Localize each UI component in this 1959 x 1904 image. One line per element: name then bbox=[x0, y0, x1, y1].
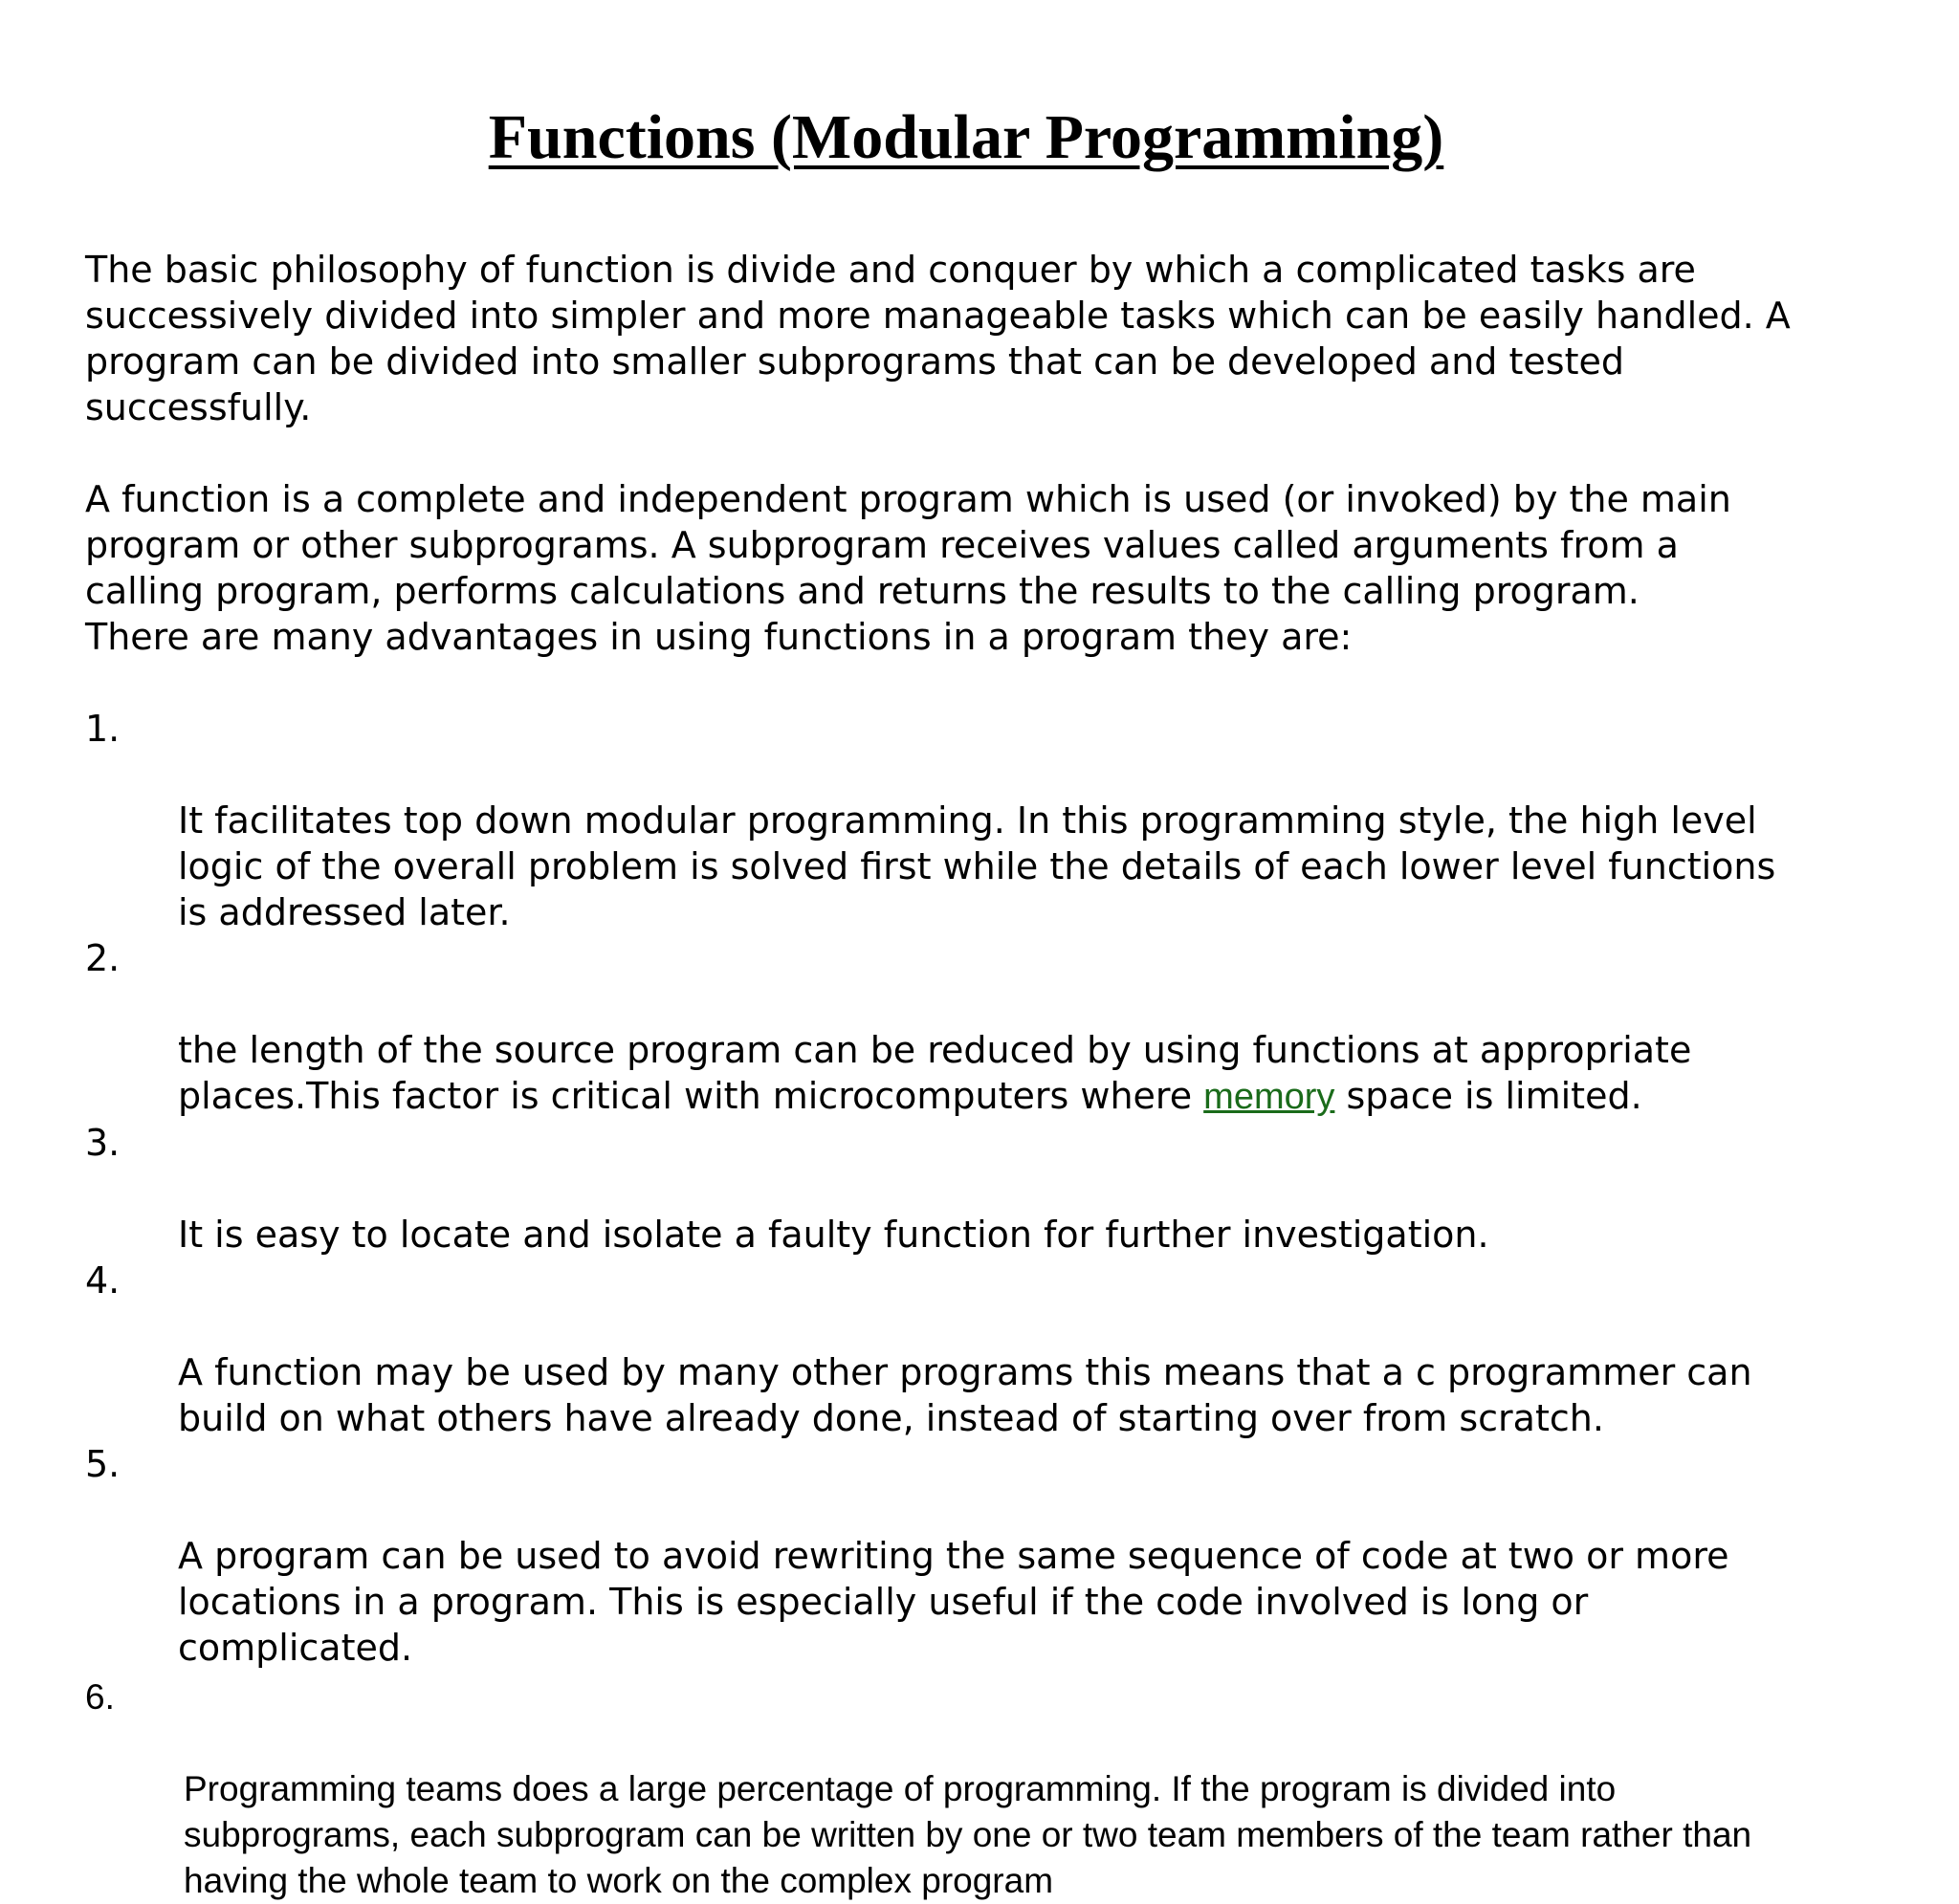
list-item-text: It is easy to locate and isolate a faulty function for further investigation. bbox=[178, 1214, 1489, 1256]
intro-paragraph: The basic philosophy of function is divide and conquer by which a complicated tasks are successively divided into simpler and more manageable tasks which can be easily handled. A program can be divided into smaller subprograms that can be developed and tested successfully. bbox=[85, 249, 1791, 428]
list-item-text: It facilitates top down modular programming. In this programming style, the high level logic of the overall problem is solved first while the details of each lower level functions is addressed later. bbox=[178, 799, 1776, 933]
list-item-text: the length of the source program can be reduced by using functions at appropriate places.This factor is critical with microcomputers where bbox=[178, 1029, 1692, 1117]
list-number: 1. bbox=[85, 708, 121, 750]
definition-paragraph: A function is a complete and independent program which is used (or invoked) by the main program or other subprograms. A subprogram receives values called arguments from a calling program, performs calculations and returns the results to the calling program. There are many advantages in using functions in a program they are: bbox=[85, 478, 1731, 658]
list-item-text: Programming teams does a large percentage of programming. If the program is divided into subprograms, each subprogram can be written by one or two team members of the team rather than having the whole team to work on the complex program bbox=[184, 1769, 1752, 1900]
advantages-list bbox=[85, 706, 1922, 1904]
list-item bbox=[85, 1441, 1922, 1671]
list-number: 4. bbox=[85, 1259, 121, 1302]
list-item bbox=[85, 1120, 1922, 1258]
list-number: 6. bbox=[85, 1677, 115, 1717]
memory-link[interactable]: memory bbox=[1203, 1077, 1335, 1117]
list-item-text: space is limited. bbox=[1334, 1075, 1642, 1117]
list-number: 3. bbox=[85, 1122, 121, 1164]
list-number: 2. bbox=[85, 937, 121, 979]
list-item bbox=[85, 935, 1922, 1120]
list-item bbox=[85, 1674, 1922, 1904]
list-number: 5. bbox=[85, 1443, 121, 1485]
list-item-text: A function may be used by many other programs this means that a c programmer can build on what others have already done, instead of starting over from scratch. bbox=[178, 1351, 1752, 1439]
list-item bbox=[85, 1258, 1922, 1441]
page-title: Functions (Modular Programming) bbox=[488, 102, 1444, 172]
list-item-text: A program can be used to avoid rewriting the same sequence of code at two or more locations in a program. This is especially useful if the code involved is long or complicated. bbox=[178, 1535, 1729, 1669]
list-item bbox=[85, 706, 1922, 935]
